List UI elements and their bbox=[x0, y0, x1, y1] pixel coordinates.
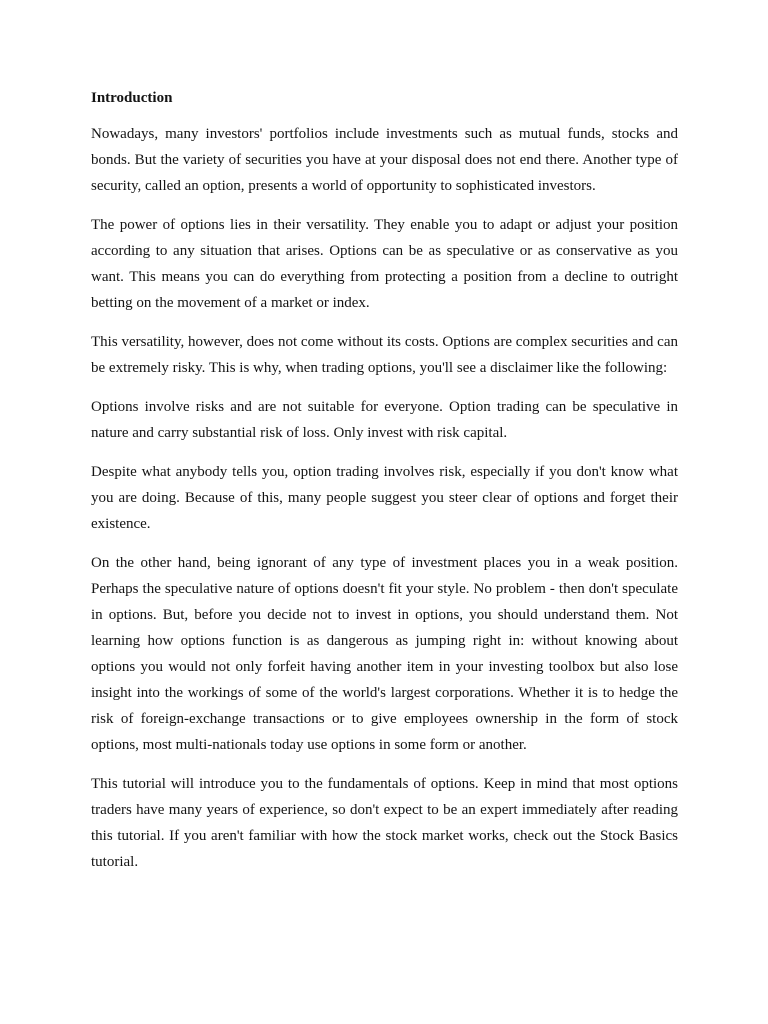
paragraph-1: Nowadays, many investors' portfolios include investments such as mutual funds, stocks and bonds. But the variety of securities you have at your disposal does not end there. Another type of security, called an option, presents a world of opportunity to sophisticated investors. bbox=[91, 126, 678, 194]
paragraph-6: On the other hand, being ignorant of any type of investment places you in a weak position. Perhaps the speculative nature of options doesn't fit your style. No problem - then don't speculate in options. But, before you decide not to invest in options, you should understand them. Not learning how options function is as dangerous as jumping right in: without knowing about options you would not only forfeit having another item in your investing toolbox but also lose insight into the workings of some of the world's largest corporations. Whether it is to hedge the risk of foreign-exchange transactions or to give employees ownership in the form of stock options, most multi-nationals today use options in some form or another. bbox=[91, 555, 678, 753]
section-heading: Introduction bbox=[91, 90, 173, 106]
paragraph-7: This tutorial will introduce you to the fundamentals of options. Keep in mind that most options traders have many years of experience, so don't expect to be an expert immediately after reading this tutorial. If you aren't familiar with how the stock market works, check out the Stock Basics tutorial. bbox=[91, 776, 678, 870]
paragraph-4-disclaimer: Options involve risks and are not suitable for everyone. Option trading can be speculative in nature and carry substantial risk of loss. Only invest with risk capital. bbox=[91, 399, 678, 441]
paragraph-2: The power of options lies in their versatility. They enable you to adapt or adjust your position according to any situation that arises. Options can be as speculative or as conservative as you want. This means you can do everything from protecting a position from a decline to outright betting on the movement of a market or index. bbox=[91, 217, 678, 311]
paragraph-5: Despite what anybody tells you, option trading involves risk, especially if you don't know what you are doing. Because of this, many people suggest you steer clear of options and forget their existence. bbox=[91, 464, 678, 532]
document-page bbox=[91, 88, 678, 888]
paragraph-3: This versatility, however, does not come without its costs. Options are complex securities and can be extremely risky. This is why, when trading options, you'll see a disclaimer like the following: bbox=[91, 334, 678, 376]
